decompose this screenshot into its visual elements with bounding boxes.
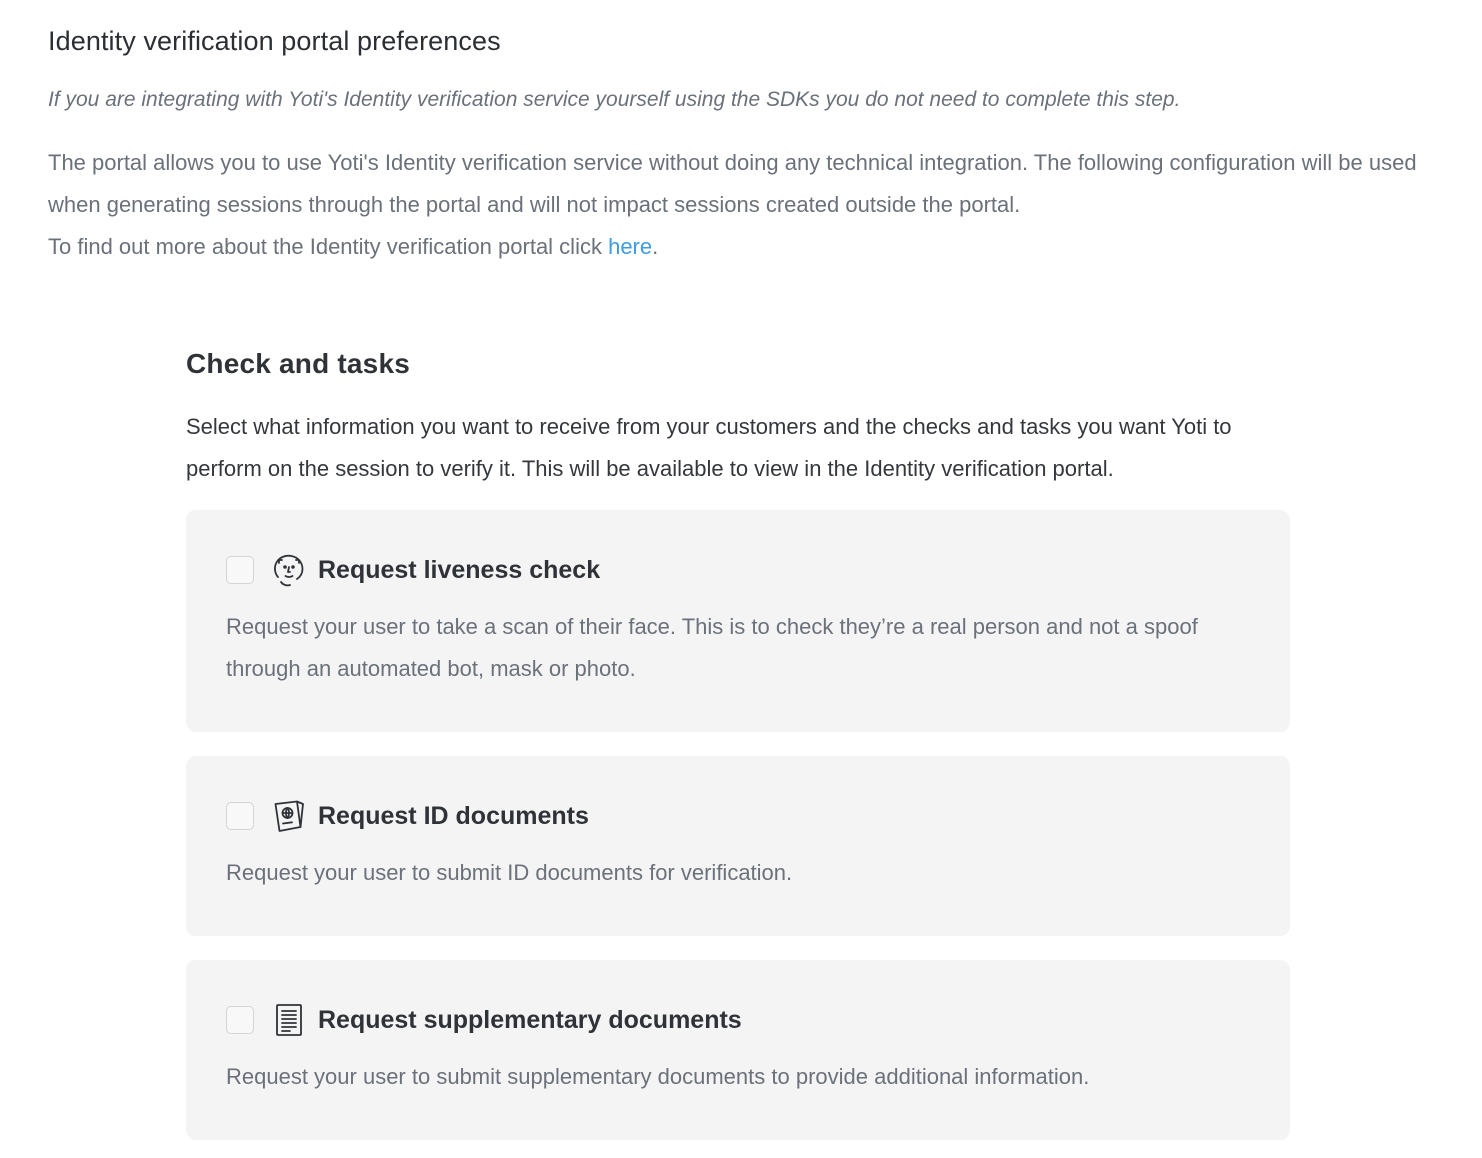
page-title: Identity verification portal preferences bbox=[48, 26, 501, 56]
supplementary-documents-title: Request supplementary documents bbox=[318, 1005, 742, 1034]
check-and-tasks-section bbox=[186, 348, 1290, 1089]
liveness-check-description: Request your user to take a scan of their face. This is to check they’re a real person and not a spoof through an automated bot, mask or photo. bbox=[226, 614, 1198, 681]
portal-more-info-text: To find out more about the Identity verification portal click bbox=[48, 234, 609, 259]
liveness-check-header bbox=[226, 554, 600, 586]
sdk-note: If you are integrating with Yoti's Identity verification service yourself using the SDKs you do not need to complete this step. bbox=[48, 88, 1181, 111]
id-documents-card bbox=[186, 756, 1290, 936]
id-documents-title: Request ID documents bbox=[318, 801, 589, 830]
here-link[interactable]: here bbox=[608, 234, 653, 259]
passport-icon bbox=[271, 798, 307, 834]
supplementary-documents-card bbox=[186, 960, 1290, 1140]
id-documents-header bbox=[226, 800, 589, 832]
liveness-check-title: Request liveness check bbox=[318, 555, 601, 584]
supplementary-documents-checkbox[interactable] bbox=[226, 1006, 254, 1034]
id-documents-description: Request your user to submit ID documents for verification. bbox=[226, 860, 793, 885]
supplementary-documents-header bbox=[226, 1004, 742, 1036]
portal-more-info-suffix: . bbox=[652, 234, 659, 259]
document-icon bbox=[271, 1002, 307, 1038]
supplementary-documents-description: Request your user to submit supplementary documents to provide additional information. bbox=[226, 1064, 1090, 1089]
id-documents-checkbox[interactable] bbox=[226, 802, 254, 830]
section-description: Select what information you want to receive from your customers and the checks and tasks you want Yoti to perform on the session to verify it. This will be available to view in the Identity verification portal. bbox=[186, 414, 1232, 481]
portal-intro-text: The portal allows you to use Yoti's Identity verification service without doing any technical integration. The following configuration will be used when generating sessions through the portal and will not impact sessions created outside the portal. bbox=[48, 150, 1417, 217]
liveness-check-checkbox[interactable] bbox=[226, 556, 254, 584]
liveness-check-card bbox=[186, 510, 1290, 732]
section-title: Check and tasks bbox=[186, 348, 410, 379]
face-scan-icon bbox=[271, 552, 307, 588]
portal-intro bbox=[48, 142, 1438, 268]
